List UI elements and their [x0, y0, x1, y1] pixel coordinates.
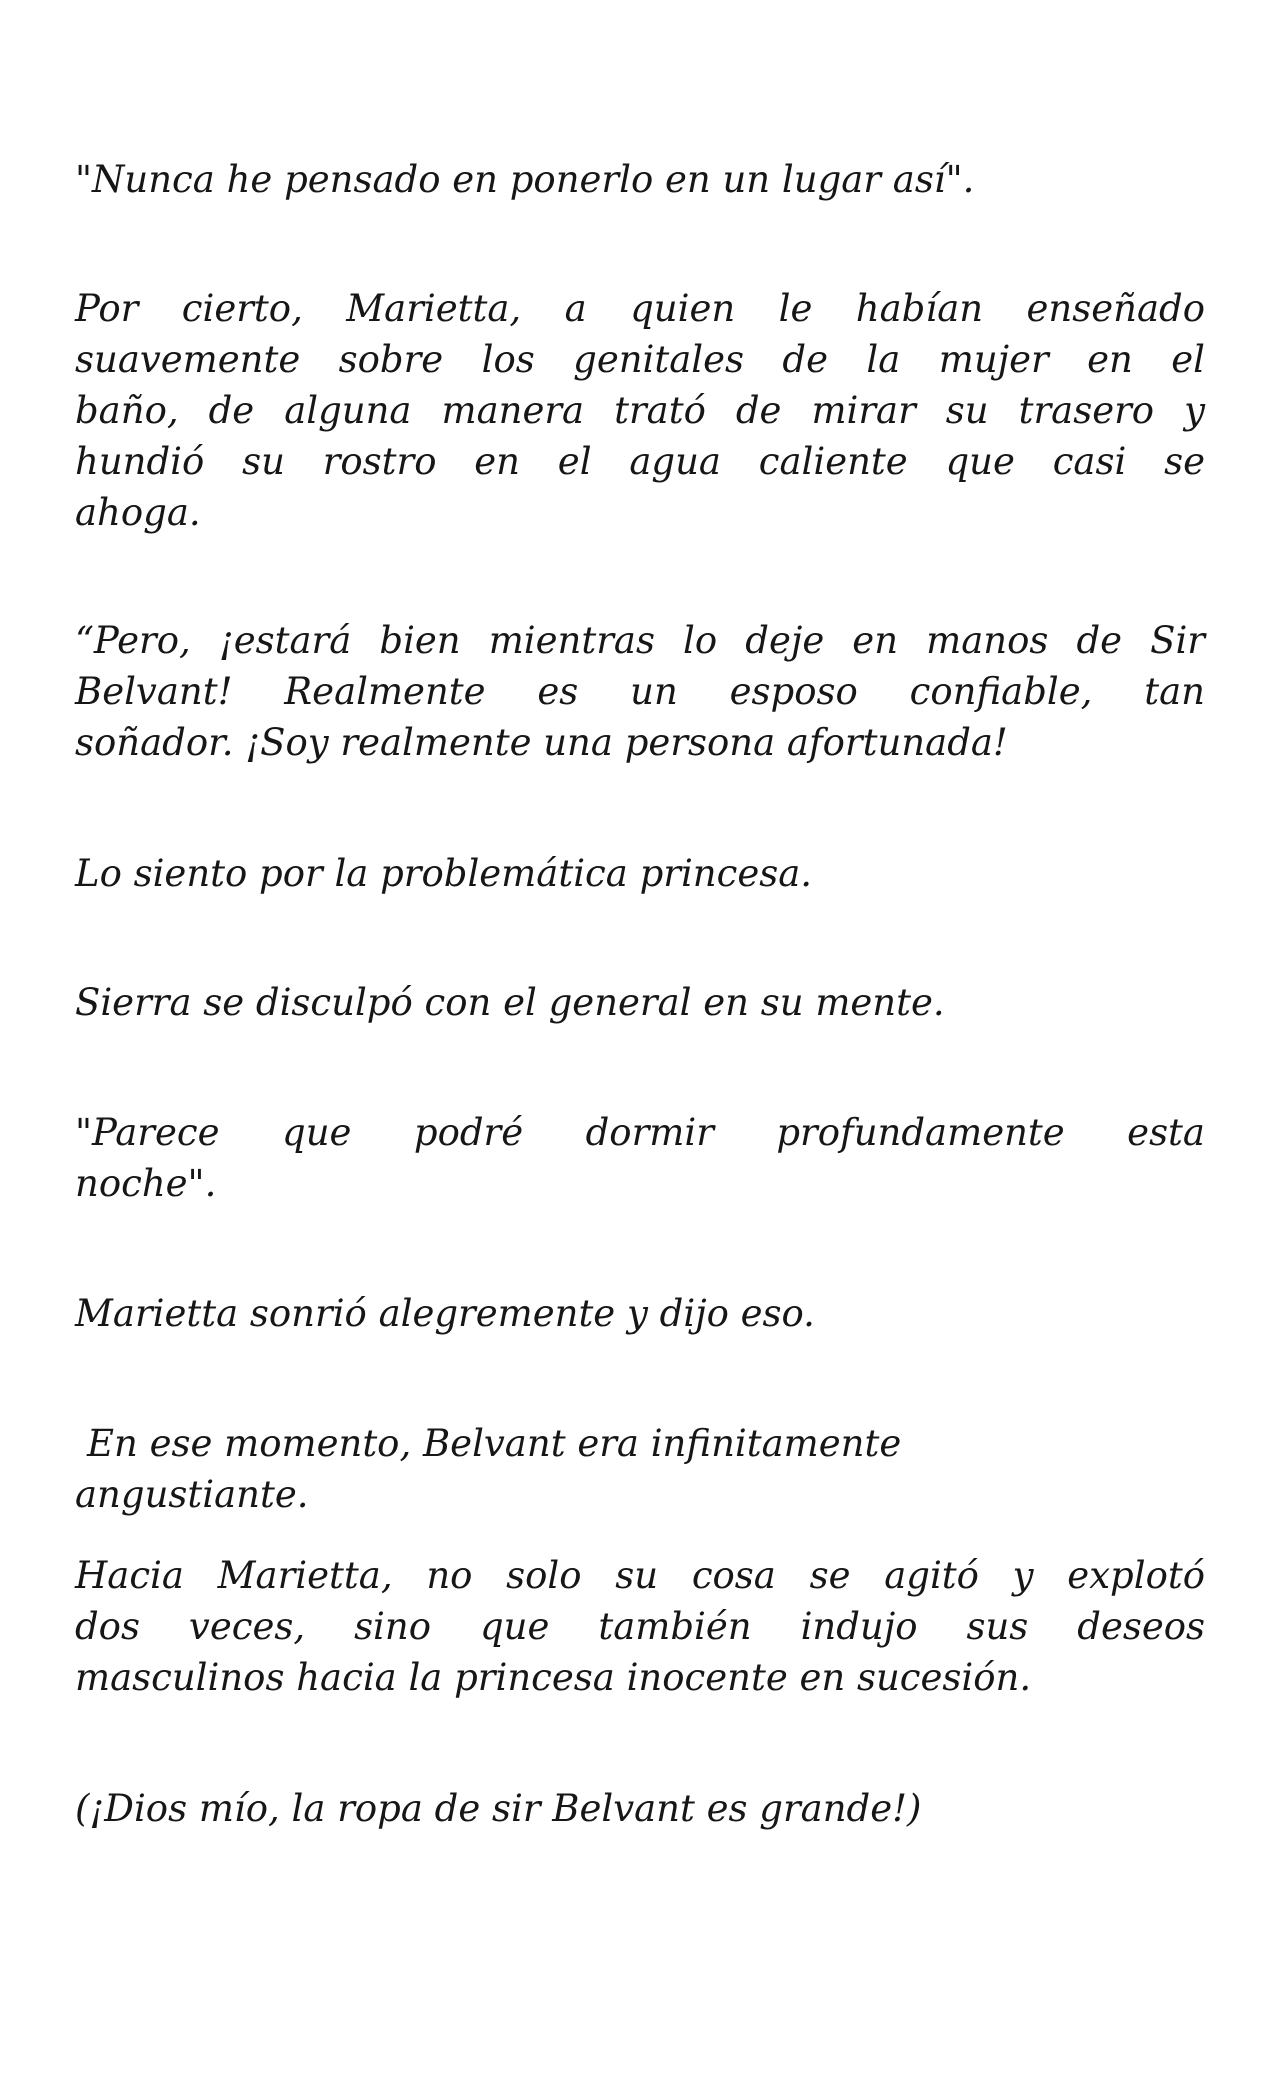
- text-line: Marietta sonrió alegremente y dijo eso.: [75, 1292, 815, 1335]
- text-line: "Parece que podré dormir profundamente esta: [75, 1111, 1205, 1154]
- paragraph-9: [75, 1550, 1205, 1703]
- text-line: suavemente sobre los genitales de la mujer en el: [75, 338, 1205, 381]
- text-line: hundió su rostro en el agua caliente que casi se: [75, 440, 1205, 483]
- paragraph-4: [75, 848, 1205, 899]
- text-line: Por cierto, Marietta, a quien le habían enseñado: [75, 287, 1205, 330]
- text-line: soñador. ¡Soy realmente una persona afortunada!: [75, 721, 1008, 764]
- text-line: ahoga.: [75, 491, 201, 534]
- paragraph-5: [75, 977, 1205, 1028]
- paragraph-10: [75, 1783, 1205, 1834]
- text-line: angustiante.: [75, 1473, 309, 1516]
- text-line: Lo siento por la problemática princesa.: [75, 852, 813, 895]
- paragraph-2: [75, 283, 1205, 538]
- text-line: “Pero, ¡estará bien mientras lo deje en manos de Sir: [75, 619, 1205, 662]
- text-line: baño, de alguna manera trató de mirar su trasero y: [75, 389, 1205, 432]
- text-line: En ese momento, Belvant era infinitamente: [87, 1422, 902, 1465]
- text-line: noche".: [75, 1162, 217, 1205]
- text-line: masculinos hacia la princesa inocente en sucesión.: [75, 1656, 1032, 1699]
- text-line: dos veces, sino que también indujo sus deseos: [75, 1605, 1205, 1648]
- text-line: "Nunca he pensado en ponerlo en un lugar así".: [75, 158, 975, 201]
- text-line: Belvant! Realmente es un esposo confiable, tan: [75, 670, 1205, 713]
- paragraph-7: [75, 1288, 1205, 1339]
- paragraph-8: [75, 1418, 1205, 1520]
- paragraph-6: [75, 1107, 1205, 1209]
- paragraph-3: [75, 615, 1205, 768]
- text-line: Hacia Marietta, no solo su cosa se agitó y explotó: [75, 1554, 1205, 1597]
- text-line: (¡Dios mío, la ropa de sir Belvant es grande!): [75, 1787, 922, 1830]
- text-line: Sierra se disculpó con el general en su mente.: [75, 981, 945, 1024]
- paragraph-1: [75, 154, 1205, 205]
